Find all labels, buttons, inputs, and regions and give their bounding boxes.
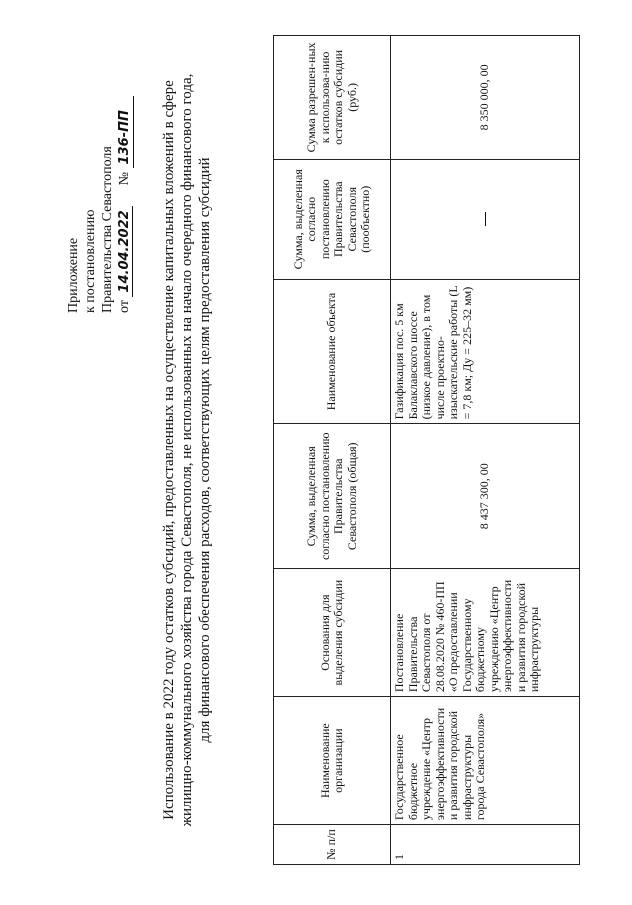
approval-date-line xyxy=(116,13,134,313)
cell-org: Государственное бюджетное учреждение «Центр энергоэффективности и развития городской инфраструктуры города Севастополя» xyxy=(391,697,580,825)
cell-basis: Постановление Правительства Севастополя от 28.08.2020 № 460-ПП «О предоставлении Государственному бюджетному учреждению «Центр энергоэффективности и развития городской инфраструктуры xyxy=(391,569,580,697)
header-num: № п/п xyxy=(274,825,391,865)
header-per-object: Сумма, выделенная согласно постановлению Правительства Севастополя (пообъектно) xyxy=(274,159,391,279)
date-prefix: от xyxy=(117,300,132,313)
approval-number: 136-ПП xyxy=(117,110,132,165)
header-object: Наименование объекта xyxy=(274,279,391,424)
header-basis: Основания для выделения субсидии xyxy=(274,569,391,697)
cell-object: Газификация пос. 5 км Балаклавского шоссе (низкое давление), в том числе проектно-изыскательские работы (L = 7,8 км; Ду = 225–32 мм) xyxy=(391,279,580,424)
approval-block xyxy=(65,13,134,313)
table-row xyxy=(391,36,580,865)
cell-allowed: 8 350 000, 00 xyxy=(391,36,580,160)
table-header-row xyxy=(274,36,391,865)
document-title xyxy=(160,35,214,865)
header-allowed: Сумма разрешен-ных к использова-нию остатков субсидии (руб.) xyxy=(274,36,391,160)
number-prefix: № xyxy=(117,171,132,186)
title-line-3: для финансового обеспечения расходов, соответствующих целям предоставления субсидий xyxy=(197,157,213,743)
dash-mark xyxy=(485,212,486,226)
header-total: Сумма, выделенная согласно постановлению Правительства Севастополя (общая) xyxy=(274,424,391,569)
approval-to-decree: к постановлению xyxy=(83,209,98,313)
approval-date: 14.04.2022 xyxy=(117,206,133,296)
subsidy-table xyxy=(273,35,580,865)
cell-per-object xyxy=(391,159,580,279)
header-org: Наименование организации xyxy=(274,697,391,825)
approval-appendix: Приложение xyxy=(66,237,81,313)
title-line-2: жилищно-коммунального хозяйства города Севастополя, не использованных на начало очередного финансового года, xyxy=(179,73,195,827)
title-line-1: Использование в 2022 году остатков субсидий, предоставленных на осуществление капитальных вложений в сфере xyxy=(161,80,177,820)
cell-num: 1 xyxy=(391,825,580,865)
cell-total: 8 437 300, 00 xyxy=(391,424,580,569)
approval-government: Правительства Севастополя xyxy=(100,146,115,313)
